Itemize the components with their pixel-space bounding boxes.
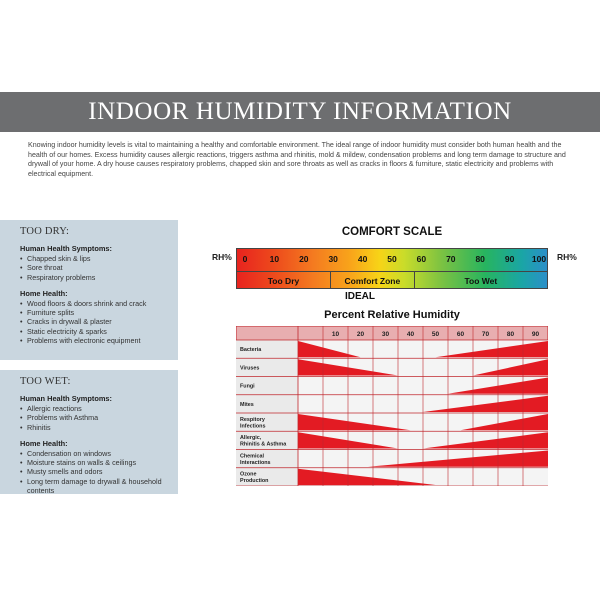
list-item: • Chapped skin & lips [20,254,170,263]
list-item: • Long term damage to drywall & household contents [20,477,170,496]
list-item: • Rhinitis [20,423,170,432]
title-banner [0,92,600,132]
x-tick-label: 80 [506,331,515,338]
row-label-line: Respitory [240,416,265,423]
scale-tick-label: 40 [357,254,368,264]
scale-tick-label: 90 [504,254,515,264]
row-label-line: Mites [240,401,254,408]
scale-zone-too-dry: Too Dry [267,275,300,286]
row-label [240,417,265,429]
scale-tick-label: 30 [328,254,338,264]
page-title: INDOOR HUMIDITY INFORMATION [88,98,512,125]
list-item: • Wood floors & doors shrink and crack [20,299,170,308]
list-item: • Condensation on windows [20,449,170,458]
scale-tick-label: 80 [475,254,485,264]
intro-paragraph: Knowing indoor humidity levels is vital to maintaining a healthy and comfortable environment. The ideal range of indoor humidity must consider both human health and the health of our homes. Excess humidity causes allergic reactions, triggers asthma and rhinitis, mold & mildew, condensation problems and long term damage to structure and drywall of your home. A dry house causes respiratory problems, chapped skin and sore throats as well as cracks in floors & furniture, static electricity and problems with electrical equipment. [28,141,566,178]
x-tick-label: 30 [381,331,390,338]
too-dry-health-title: Human Health Symptoms: [20,244,112,253]
too-dry-heading: TOO DRY: [20,226,70,237]
x-tick-label: 40 [406,331,415,338]
ideal-label: IDEAL [345,291,375,302]
row-label-line: Interactions [240,459,271,466]
row-label-line: Chemical [240,453,264,460]
list-item: • Moisture stains on walls & ceilings [20,458,170,467]
too-dry-home-list [20,299,178,345]
row-label-line: Bacteria [240,347,262,354]
scale-tick-label: 60 [416,254,427,264]
scale-zone-comfort-zone: Comfort Zone [330,272,414,289]
rh-label-right: RH% [557,252,577,262]
x-tick-label: 60 [456,331,465,338]
too-wet-heading: TOO WET: [20,376,71,387]
too-wet-panel [0,370,178,494]
humidity-effects-chart [236,326,548,486]
scale-tick-label: 70 [446,254,456,264]
list-item: • Static electricity & sparks [20,327,170,336]
list-item: • Sore throat [20,263,170,272]
too-dry-home-title: Home Health: [20,288,68,298]
scale-tick-label: 0 [242,254,248,264]
rh-label-left: RH% [212,252,232,262]
comfort-scale-title: COMFORT SCALE [341,226,443,238]
row-label-line: Production [240,478,269,485]
x-tick-label: 20 [356,331,365,338]
list-item: • Problems with Asthma [20,413,170,422]
row-label-line: Fungi [240,383,255,390]
scale-tick-label: 50 [387,254,397,264]
row-label-line: Allergic, [240,435,262,442]
list-item: • Cracks in drywall & plaster [20,317,170,326]
list-item: • Respiratory problems [20,273,170,282]
row-label-line: Infections [240,423,266,430]
too-wet-home-list [20,449,178,495]
scale-zones [237,271,547,288]
too-dry-panel [0,220,178,360]
scale-zone-too-wet: Too Wet [414,272,547,289]
x-tick-label: 10 [331,331,340,338]
list-item: • Musty smells and odors [20,467,170,476]
scale-tick-label: 10 [269,254,280,264]
x-tick-label: 70 [481,331,490,338]
x-tick-label: 50 [431,331,440,338]
row-label-line: Ozone [240,471,257,478]
scale-tick-label: 20 [299,254,309,264]
row-label-line: Viruses [240,365,260,372]
humidity-chart-title: Percent Relative Humidity [324,309,460,321]
too-wet-health-title: Human Health Symptoms: [20,394,112,403]
row-label [240,402,254,408]
list-item: • Furniture splits [20,308,170,317]
row-label [240,384,255,390]
too-wet-home-title: Home Health: [20,438,68,448]
x-tick-label: 90 [531,331,540,338]
list-item: • Problems with electronic equipment [20,336,170,345]
row-label [240,347,262,353]
humidity-chart-svg [236,326,548,486]
comfort-scale-bar [236,248,548,289]
scale-tick-label: 100 [531,254,547,264]
too-dry-health-list [20,254,178,282]
row-label-line: Rhinitis & Asthma [240,441,287,448]
row-label [240,365,259,371]
list-item: • Allergic reactions [20,404,170,413]
too-wet-health-list [20,404,178,432]
